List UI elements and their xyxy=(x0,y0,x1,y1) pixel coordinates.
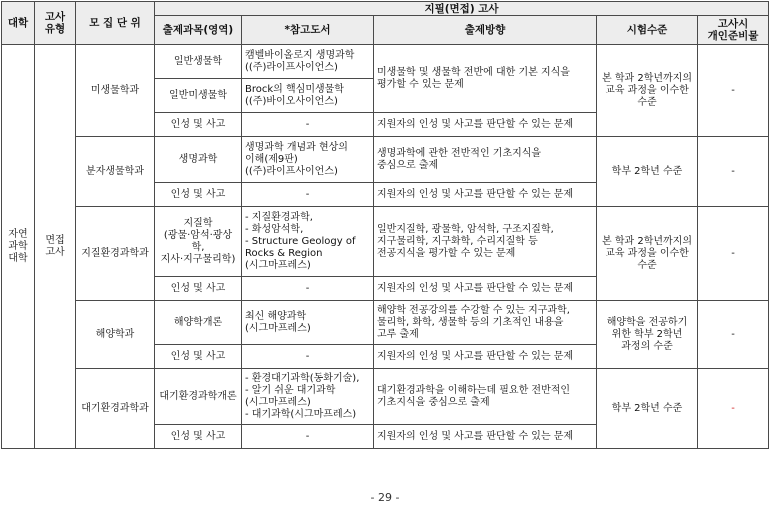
header-level: 시험수준 xyxy=(597,16,698,45)
subject-cell: 생명과학 xyxy=(155,137,242,183)
reference-cell: - 환경대기과학(동화기술), - 알기 쉬운 대기과학 (시그마프레스) - 대기과학(시그마프레스) xyxy=(242,369,374,425)
department-name: 지질환경과학과 xyxy=(76,207,155,301)
subject-cell: 일반미생물학 xyxy=(155,79,242,113)
ethics-subject: 인성 및 사고 xyxy=(155,425,242,449)
table-row xyxy=(2,137,769,183)
header-college: 대학 xyxy=(2,2,35,45)
header-group-title: 지필(면접) 고사 xyxy=(155,2,769,16)
department-name: 분자생물학과 xyxy=(76,137,155,207)
direction-cell: 해양학 전공강의를 수강할 수 있는 지구과학, 물리학, 화학, 생물학 등의 기초적인 내용을 고루 출제 xyxy=(374,301,597,345)
direction-cell: 일반지질학, 광물학, 암석학, 구조지질학, 지구물리학, 지구화학, 수리지질학 등 전공지식을 평가할 수 있는 문제 xyxy=(374,207,597,277)
preparation-cell: - xyxy=(698,207,769,301)
college-cell: 자연 과학 대학 xyxy=(2,45,35,449)
reference-cell: 최신 해양과학 (시그마프레스) xyxy=(242,301,374,345)
table-row xyxy=(2,45,769,79)
ethics-direction: 지원자의 인성 및 사고를 판단할 수 있는 문제 xyxy=(374,183,597,207)
direction-cell: 생명과학에 관한 전반적인 기초지식을 중심으로 출제 xyxy=(374,137,597,183)
department-name: 대기환경과학과 xyxy=(76,369,155,449)
table-row xyxy=(2,301,769,345)
preparation-cell: - xyxy=(698,137,769,207)
ethics-direction: 지원자의 인성 및 사고를 판단할 수 있는 문제 xyxy=(374,345,597,369)
ethics-direction: 지원자의 인성 및 사고를 판단할 수 있는 문제 xyxy=(374,277,597,301)
header-unit: 모 집 단 위 xyxy=(76,2,155,45)
reference-cell: 캠벨바이올로지 생명과학 ((주)라이프사이언스) xyxy=(242,45,374,79)
ethics-reference: - xyxy=(242,277,374,301)
header-preparation: 고사시 개인준비물 xyxy=(698,16,769,45)
ethics-reference: - xyxy=(242,345,374,369)
department-name: 해양학과 xyxy=(76,301,155,369)
ethics-direction: 지원자의 인성 및 사고를 판단할 수 있는 문제 xyxy=(374,113,597,137)
exam-type-cell: 면접 고사 xyxy=(35,45,76,449)
level-cell: 본 학과 2학년까지의 교육 과정을 이수한 수준 xyxy=(597,45,698,137)
subject-cell: 지질학 (광물·암석·광상학, 지사·지구물리학) xyxy=(155,207,242,277)
preparation-cell: - xyxy=(698,369,769,449)
ethics-direction: 지원자의 인성 및 사고를 판단할 수 있는 문제 xyxy=(374,425,597,449)
reference-cell: - 지질환경과학, - 화성암석학, - Structure Geology of Rocks & Region (시그마프레스) xyxy=(242,207,374,277)
direction-cell: 대기환경과학을 이해하는데 필요한 전반적인 기초지식을 중심으로 출제 xyxy=(374,369,597,425)
table-row xyxy=(2,369,769,425)
ethics-reference: - xyxy=(242,183,374,207)
preparation-cell: - xyxy=(698,301,769,369)
level-cell: 본 학과 2학년까지의 교육 과정을 이수한 수준 xyxy=(597,207,698,301)
subject-cell: 일반생물학 xyxy=(155,45,242,79)
level-cell: 학부 2학년 수준 xyxy=(597,137,698,207)
ethics-subject: 인성 및 사고 xyxy=(155,183,242,207)
ethics-subject: 인성 및 사고 xyxy=(155,277,242,301)
reference-cell: 생명과학 개념과 현상의 이해(제9판) ((주)라이프사이언스) xyxy=(242,137,374,183)
header-exam-type: 고사 유형 xyxy=(35,2,76,45)
level-cell: 학부 2학년 수준 xyxy=(597,369,698,449)
ethics-reference: - xyxy=(242,425,374,449)
level-cell: 해양학을 전공하기 위한 학부 2학년 과정의 수준 xyxy=(597,301,698,369)
table-row xyxy=(2,207,769,277)
header-direction: 출제방향 xyxy=(374,16,597,45)
page-number: - 29 - xyxy=(370,491,400,504)
ethics-subject: 인성 및 사고 xyxy=(155,345,242,369)
ethics-reference: - xyxy=(242,113,374,137)
ethics-subject: 인성 및 사고 xyxy=(155,113,242,137)
subject-cell: 대기환경과학개론 xyxy=(155,369,242,425)
preparation-cell: - xyxy=(698,45,769,137)
subject-cell: 해양학개론 xyxy=(155,301,242,345)
reference-cell: Brock의 핵심미생물학 ((주)바이오사이언스) xyxy=(242,79,374,113)
direction-cell: 미생물학 및 생물학 전반에 대한 기본 지식을 평가할 수 있는 문제 xyxy=(374,45,597,113)
admission-exam-table xyxy=(1,1,769,449)
header-subject: 출제과목(영역) xyxy=(155,16,242,45)
department-name: 미생물학과 xyxy=(76,45,155,137)
header-reference: *참고도서 xyxy=(242,16,374,45)
